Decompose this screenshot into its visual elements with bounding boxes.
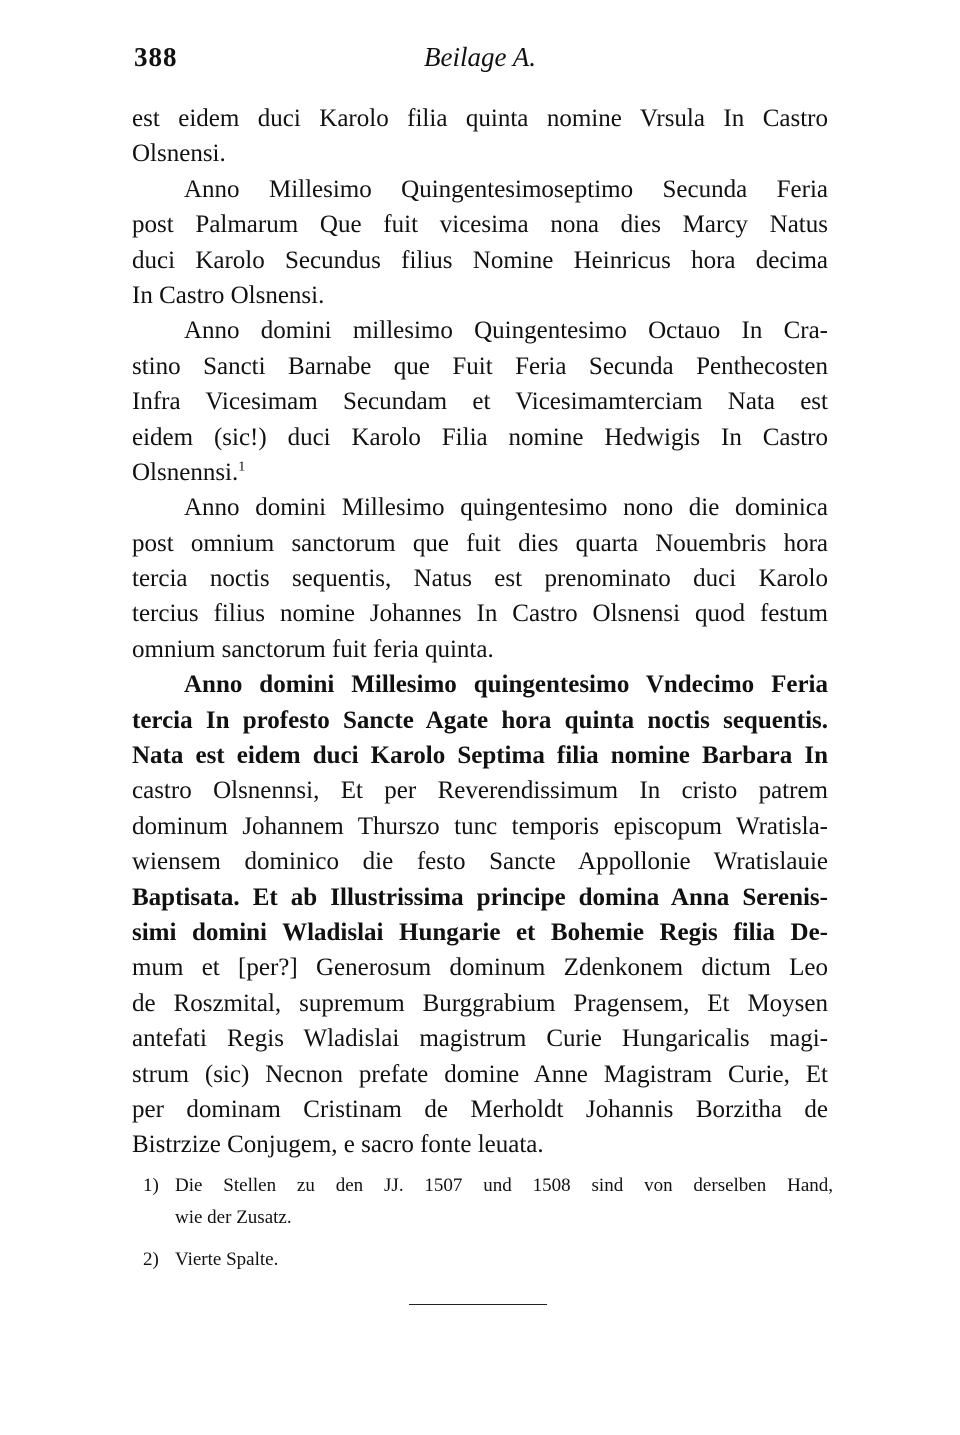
text-line: de Roszmital, supremum Burggrabium Pragensem, Et Moysen — [132, 989, 828, 1017]
end-rule — [409, 1304, 547, 1305]
footnote-mark: 1) — [143, 1175, 159, 1196]
text-line: duci Karolo Secundus filius Nomine Heinricus hora decima — [132, 246, 828, 274]
text-line: eidem (sic!) duci Karolo Filia nomine Hedwigis In Castro — [132, 423, 828, 451]
page-number: 388 — [134, 42, 178, 72]
text-line: tercia noctis sequentis, Natus est prenominato duci Karolo — [132, 565, 828, 593]
text-line: est eidem duci Karolo filia quinta nomine Vrsula In Castro — [132, 105, 828, 132]
text-line: Anno Millesimo Quingentesimoseptimo Secunda Feria — [184, 175, 828, 203]
footnote-line: Die Stellen zu den JJ. 1507 und 1508 sind von derselben Hand, — [175, 1175, 833, 1196]
text-line: Infra Vicesimam Secundam et Vicesimamterciam Nata est — [132, 388, 828, 416]
text-line-with-footnote — [132, 455, 828, 490]
footnote — [143, 1244, 833, 1276]
footnote-text — [175, 1170, 833, 1234]
text-line: simi domini Wladislai Hungarie et Bohemie Regis filia De- — [132, 918, 828, 946]
text-line: mum et [per?] Generosum dominum Zdenkonem dictum Leo — [132, 954, 828, 982]
footnote-reference[interactable]: 1 — [238, 459, 246, 475]
text-line: Anno domini Millesimo quingentesimo Vndecimo Feria — [184, 671, 828, 699]
text-line: antefati Regis Wladislai magistrum Curie Hungaricalis magi- — [132, 1025, 828, 1053]
text-line: stino Sancti Barnabe que Fuit Feria Secunda Penthecosten — [132, 352, 828, 380]
footnote-line: Vierte Spalte. — [175, 1249, 279, 1270]
footnote-mark: 2) — [143, 1249, 159, 1270]
text-line: omnium sanctorum fuit feria quinta. — [132, 635, 494, 663]
text-line: tercia In profesto Sancte Agate hora quinta noctis sequentis. — [132, 706, 828, 734]
text-line: tercius filius nomine Johannes In Castro Olsnensi quod festum — [132, 600, 828, 628]
text-line: dominum Johannem Thurszo tunc temporis episcopum Wratisla- — [132, 812, 828, 840]
text-line: post omnium sanctorum que fuit dies quarta Nouembris hora — [132, 529, 828, 557]
footnote — [143, 1170, 833, 1234]
text-line: Baptisata. Et ab Illustrissima principe domina Anna Serenis- — [132, 883, 828, 911]
text-line: Nata est eidem duci Karolo Septima filia nomine Barbara In — [132, 742, 828, 770]
running-title: Beilage A. — [424, 42, 536, 72]
footnote-line: wie der Zusatz. — [175, 1207, 292, 1228]
body-text — [132, 101, 828, 1163]
text-line: Anno domini Millesimo quingentesimo nono die dominica — [184, 494, 828, 522]
footnotes — [143, 1170, 833, 1276]
text-line: strum (sic) Necnon prefate domine Anne Magistram Curie, Et — [132, 1060, 828, 1088]
footnote-text — [175, 1244, 833, 1276]
text-line: wiensem dominico die festo Sancte Appollonie Wratislauie — [132, 848, 828, 876]
text-line: In Castro Olsnensi. — [132, 281, 325, 309]
text-line: Bistrzize Conjugem, e sacro fonte leuata. — [132, 1131, 544, 1159]
text-line: castro Olsnennsi, Et per Reverendissimum In cristo patrem — [132, 777, 828, 805]
text-line: per dominam Cristinam de Merholdt Johannis Borzitha de — [132, 1095, 828, 1123]
text-line: Olsnensi. — [132, 140, 226, 168]
text-line: Olsnennsi. — [132, 458, 239, 486]
text-line: post Palmarum Que fuit vicesima nona dies Marcy Natus — [132, 211, 828, 239]
text-line: Anno domini millesimo Quingentesimo Octauo In Cra- — [184, 317, 828, 345]
